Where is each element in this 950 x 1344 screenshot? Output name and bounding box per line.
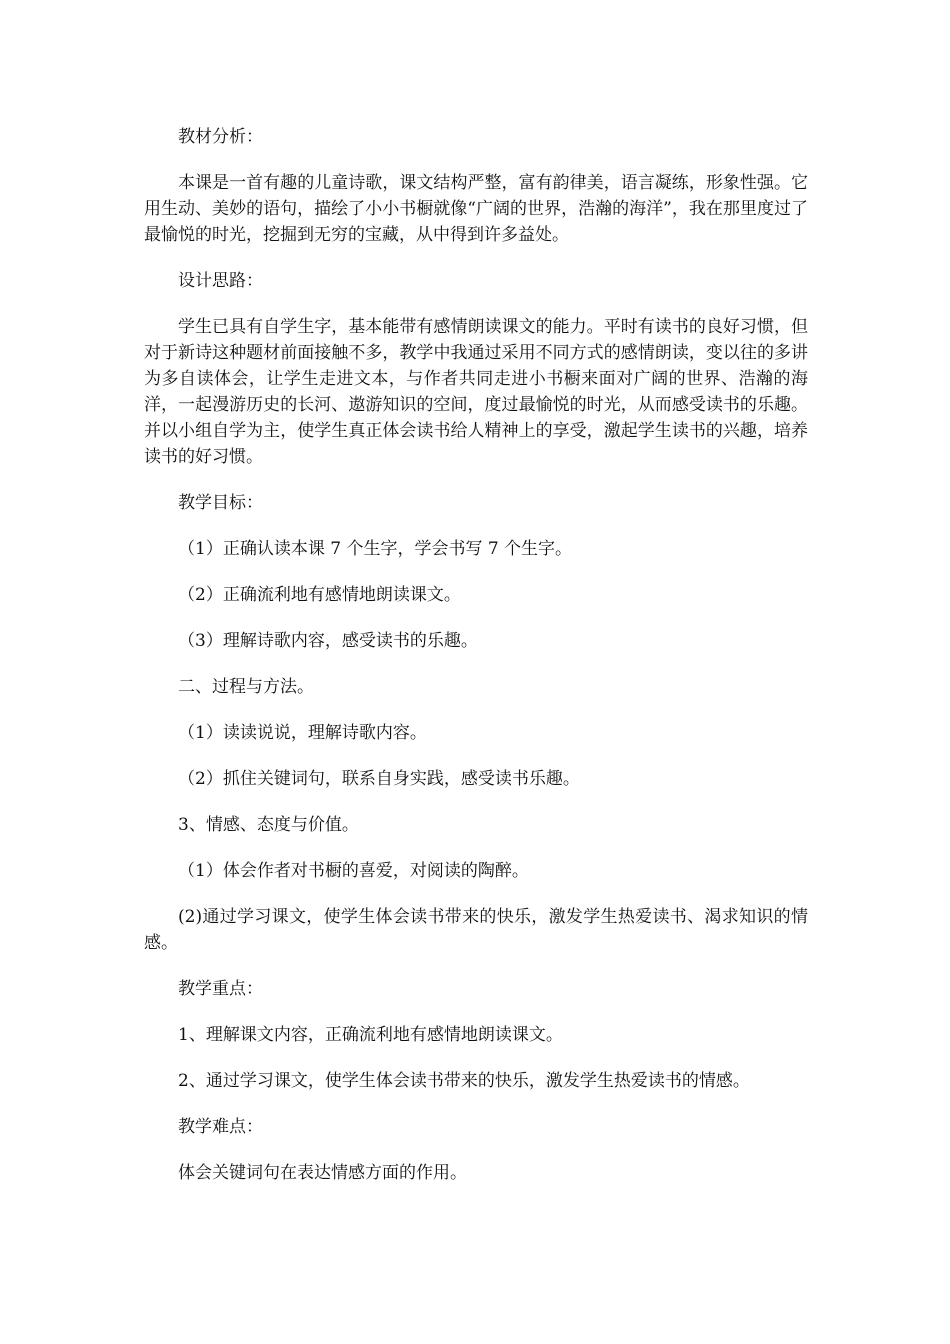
process-heading: 二、过程与方法。 <box>178 677 314 697</box>
design-paragraph: 学生已具有自学生字，基本能带有感情朗读课文的能力。平时有读书的良好习惯，但对于新诗这种题材前面接触不多，教学中我通过采用不同方式的感情朗读，变以往的多讲为多自读体会，让学生走进文本，与作者共同走进小书橱来面对广阔的世界、浩瀚的海洋，一起漫游历史的长河、遨游知识的空间，度过最愉悦的时光，从而感受读书的乐趣。并以小组自学为主，使学生真正体会读书给人精神上的享受，激起学生读书的兴趣，培养读书的好习惯。 <box>144 317 808 467</box>
goals-heading: 教学目标： <box>178 493 263 513</box>
design-heading: 设计思路： <box>178 271 263 291</box>
goal-item-3: （3）理解诗歌内容，感受读书的乐趣。 <box>178 631 478 651</box>
document-body <box>144 124 808 1206</box>
analysis-paragraph: 本课是一首有趣的儿童诗歌，课文结构严整，富有韵律美，语言凝练，形象性强。它用生动、美妙的语句，描绘了小小书橱就像“广阔的世界，浩瀚的海洋”，我在那里度过了最愉悦的时光，挖掘到无穷的宝藏，从中得到许多益处。 <box>144 173 808 245</box>
goal-item-2: （2）正确流利地有感情地朗读课文。 <box>178 585 461 605</box>
process-item-1: （1）读读说说，理解诗歌内容。 <box>178 723 427 743</box>
emotion-heading: 3、情感、态度与价值。 <box>178 815 359 835</box>
goal-item-1: （1）正确认读本课 7 个生字，学会书写 7 个生字。 <box>178 539 573 559</box>
emotion-item-1: （1）体会作者对书橱的喜爱，对阅读的陶醉。 <box>178 861 529 881</box>
key-points-heading: 教学重点： <box>178 979 263 999</box>
emotion-item-2: (2)通过学习课文，使学生体会读书带来的快乐，激发学生热爱读书、渴求知识的情感。 <box>144 907 808 953</box>
key-point-1: 1、理解课文内容，正确流利地有感情地朗读课文。 <box>178 1025 563 1045</box>
process-item-2: （2）抓住关键词句，联系自身实践，感受读书乐趣。 <box>178 769 580 789</box>
key-point-2: 2、通过学习课文，使学生体会读书带来的快乐，激发学生热爱读书的情感。 <box>178 1071 750 1091</box>
analysis-heading: 教材分析： <box>178 127 263 147</box>
difficulty-paragraph: 体会关键词句在表达情感方面的作用。 <box>178 1163 467 1183</box>
difficulty-heading: 教学难点： <box>178 1117 263 1137</box>
